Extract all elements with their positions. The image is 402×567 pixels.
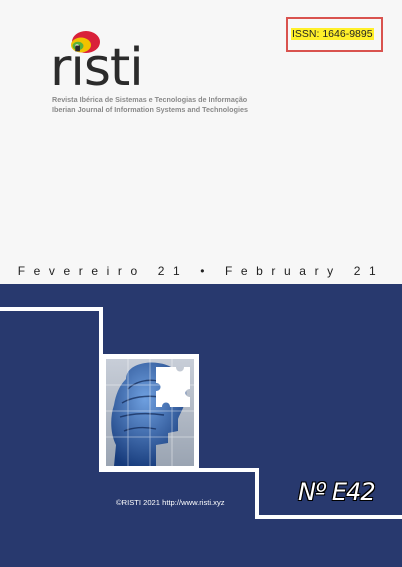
- logo-wordmark: risti: [50, 38, 143, 98]
- cover-bottom-panel: [0, 284, 402, 567]
- issn-box: [286, 17, 383, 52]
- issn-label: ISSN: 1646-9895: [292, 28, 373, 40]
- issue-number: Nº E42: [298, 478, 375, 506]
- issue-date: Fevereiro 21 • February 21: [17, 264, 385, 278]
- brain-puzzle-icon: [106, 359, 194, 466]
- risti-logo: [50, 29, 280, 119]
- cover-image-frame: [101, 354, 199, 471]
- subtitle-english: Iberian Journal of Information Systems and Technologies: [52, 104, 248, 114]
- logo-subtitle: [52, 95, 248, 114]
- subtitle-portuguese: Revista Ibérica de Sistemas e Tecnologias de Informação: [52, 95, 248, 104]
- decorative-white-line: [0, 284, 402, 567]
- copyright-text: ©RISTI 2021 http://www.risti.xyz: [116, 498, 225, 507]
